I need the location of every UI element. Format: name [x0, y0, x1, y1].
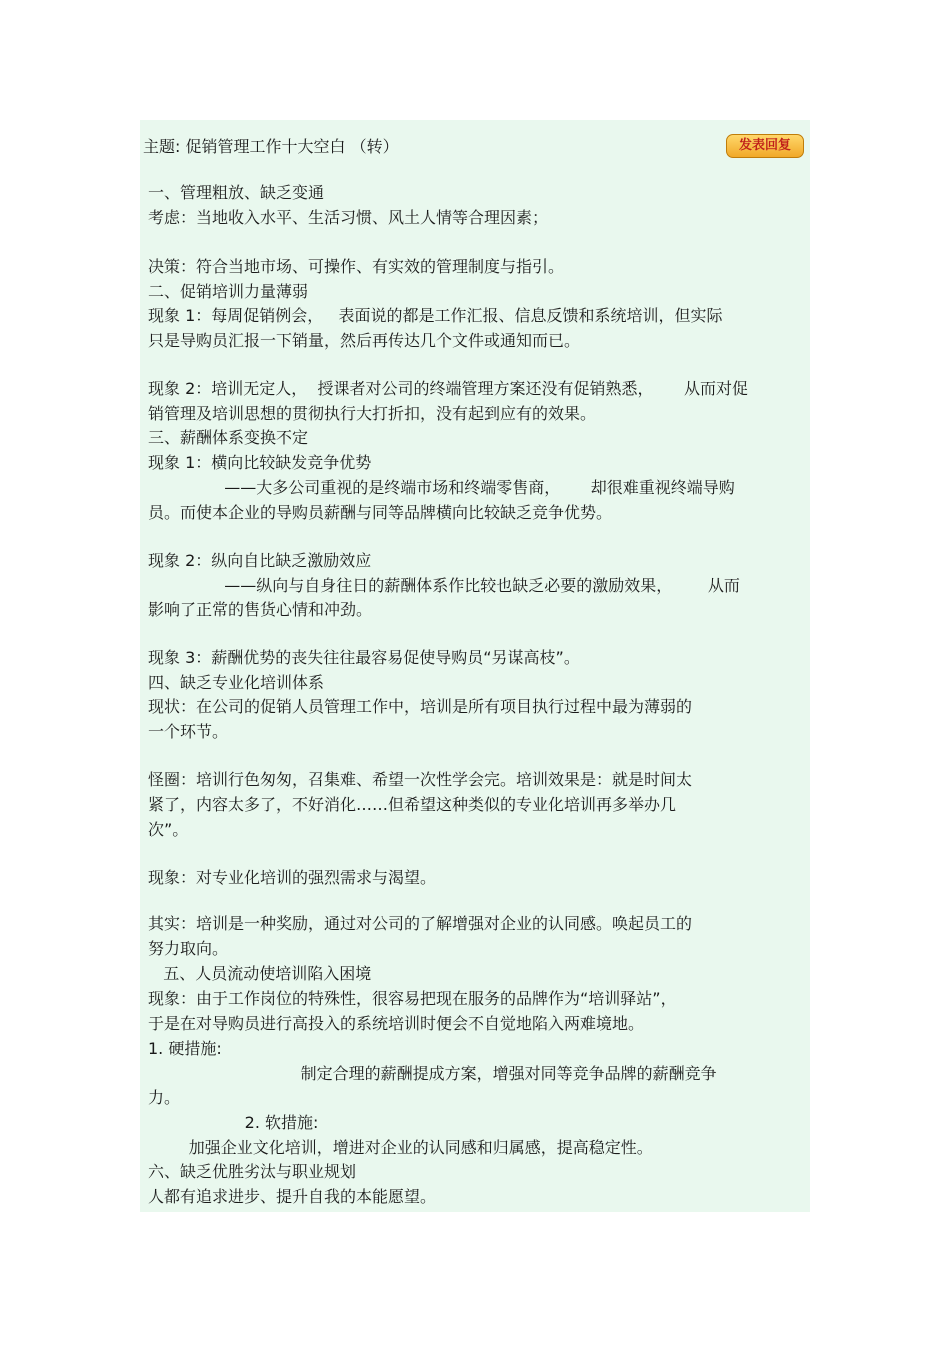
body-line: 努力取向。: [148, 939, 229, 958]
section-heading-6: 六、缺乏优胜劣汰与职业规划: [148, 1162, 357, 1181]
body-line: 现状：在公司的促销人员管理工作中，培训是所有项目执行过程中最为薄弱的: [148, 697, 693, 716]
body-line: 现象 2：培训无定人， 授课者对公司的终端管理方案还没有促销熟悉， 从而对促: [148, 379, 748, 398]
body-line: 只是导购员汇报一下销量，然后再传达几个文件或通知而已。: [148, 331, 581, 350]
body-line: 员。而使本企业的导购员薪酬与同等品牌横向比较缺乏竞争优势。: [148, 503, 613, 522]
body-line: 人都有追求进步、提升自我的本能愿望。: [148, 1187, 437, 1206]
section-heading-3: 三、薪酬体系变换不定: [148, 428, 309, 447]
body-line: 现象：对专业化培训的强烈需求与渴望。: [148, 868, 437, 887]
body-line: 销管理及培训思想的贯彻执行大打折扣，没有起到应有的效果。: [148, 404, 597, 423]
section-heading-2: 二、促销培训力量薄弱: [148, 282, 309, 301]
body-line: 其实：培训是一种奖励，通过对公司的了解增强对企业的认同感。唤起员工的: [148, 914, 693, 933]
body-line: 次”。: [148, 820, 189, 839]
body-line: 一个环节。: [148, 722, 229, 741]
reply-button[interactable]: 发表回复: [726, 134, 804, 158]
body-line: 决策：符合当地市场、可操作、有实效的管理制度与指引。: [148, 257, 565, 276]
body-line: 紧了，内容太多了，不好消化……但希望这种类似的专业化培训再多举办几: [148, 795, 677, 814]
body-line: 现象 2：纵向自比缺乏激励效应: [148, 551, 372, 570]
body-line: 影响了正常的售货心情和冲劲。: [148, 600, 373, 619]
body-line: ——大多公司重视的是终端市场和终端零售商， 却很难重视终端导购: [148, 478, 735, 497]
body-line: 于是在对导购员进行高投入的系统培训时便会不自觉地陷入两难境地。: [148, 1014, 645, 1033]
body-line: 现象：由于工作岗位的特殊性，很容易把现在服务的品牌作为“培训驿站”，: [148, 989, 677, 1008]
body-line: 力。: [148, 1088, 181, 1107]
body-line: 现象 1：横向比较缺发竞争优势: [148, 453, 372, 472]
body-line: 制定合理的薪酬提成方案，增强对同等竞争品牌的薪酬竞争: [148, 1064, 717, 1083]
body-line: 2. 软措施:: [148, 1113, 319, 1132]
body-line: 怪圈：培训行色匆匆，召集难、希望一次性学会完。培训效果是：就是时间太: [148, 770, 693, 789]
section-heading-5: 五、人员流动使培训陷入困境: [148, 964, 372, 983]
body-line: 现象 3：薪酬优势的丧失往往最容易促使导购员“另谋高枝”。: [148, 648, 580, 667]
body-line: 加强企业文化培训，增进对企业的认同感和归属感，提高稳定性。: [148, 1138, 653, 1157]
body-line: 1. 硬措施:: [148, 1039, 222, 1058]
body-line: 现象 1：每周促销例会， 表面说的都是工作汇报、信息反馈和系统培训，但实际: [148, 306, 723, 325]
section-heading-1: 一、管理粗放、缺乏变通: [148, 183, 325, 202]
post-subject: 主题: 促销管理工作十大空白 （转）: [143, 137, 399, 156]
body-line: 考虑：当地收入水平、生活习惯、风土人情等合理因素；: [148, 208, 549, 227]
body-line: ——纵向与自身往日的薪酬体系作比较也缺乏必要的激励效果， 从而: [148, 576, 740, 595]
section-heading-4: 四、缺乏专业化培训体系: [148, 673, 325, 692]
